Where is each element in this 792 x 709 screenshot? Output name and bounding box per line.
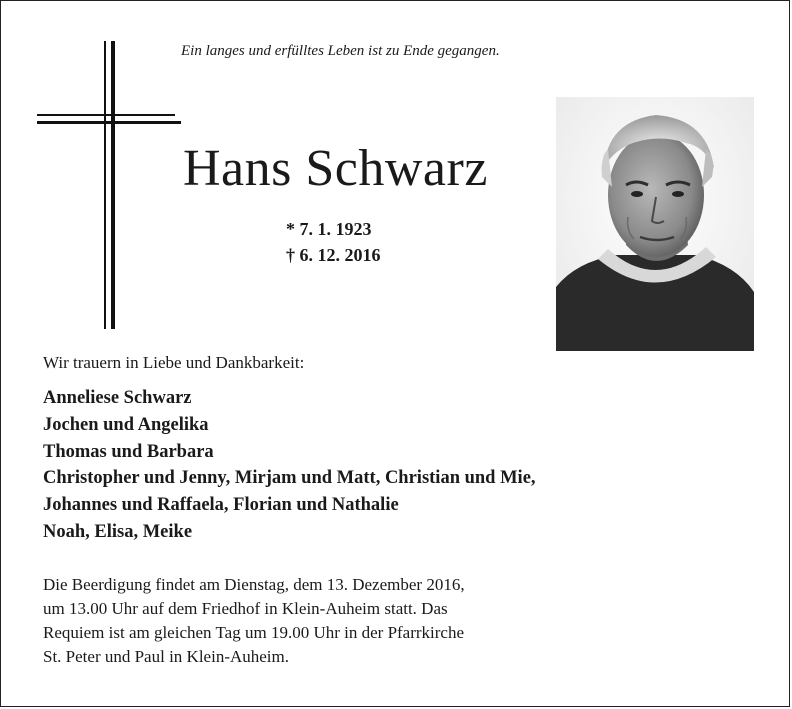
deceased-name: Hans Schwarz [183,140,488,197]
mourning-line: Wir trauern in Liebe und Dankbarkeit: [43,353,305,372]
family-line: Christopher und Jenny, Mirjam und Matt, Christian und Mie, [43,468,536,489]
death-date: † 6. 12. 2016 [286,245,381,265]
funeral-line: Requiem ist am gleichen Tag um 19.00 Uhr in der Pfarrkirche [43,623,465,642]
life-dates [286,216,416,268]
birth-date: * 7. 1. 1923 [286,219,372,239]
family-line: Johannes und Raffaela, Florian und Nathalie [43,495,399,516]
funeral-line: St. Peter und Paul in Klein-Auheim. [43,647,290,666]
family-line: Noah, Elisa, Meike [43,521,193,542]
portrait-photo [556,97,754,351]
family-line: Jochen und Angelika [43,414,209,435]
family-line: Anneliese Schwarz [43,388,192,408]
family-list [43,385,763,546]
epigraph: Ein langes und erfülltes Leben ist zu Ende gegangen. [181,43,500,59]
funeral-line: um 13.00 Uhr auf dem Friedhof in Klein-Auheim statt. Das [43,599,448,618]
funeral-line: Die Beerdigung findet am Dienstag, dem 13. Dezember 2016, [43,575,465,594]
funeral-information [43,573,603,669]
family-line: Thomas und Barbara [43,441,214,462]
